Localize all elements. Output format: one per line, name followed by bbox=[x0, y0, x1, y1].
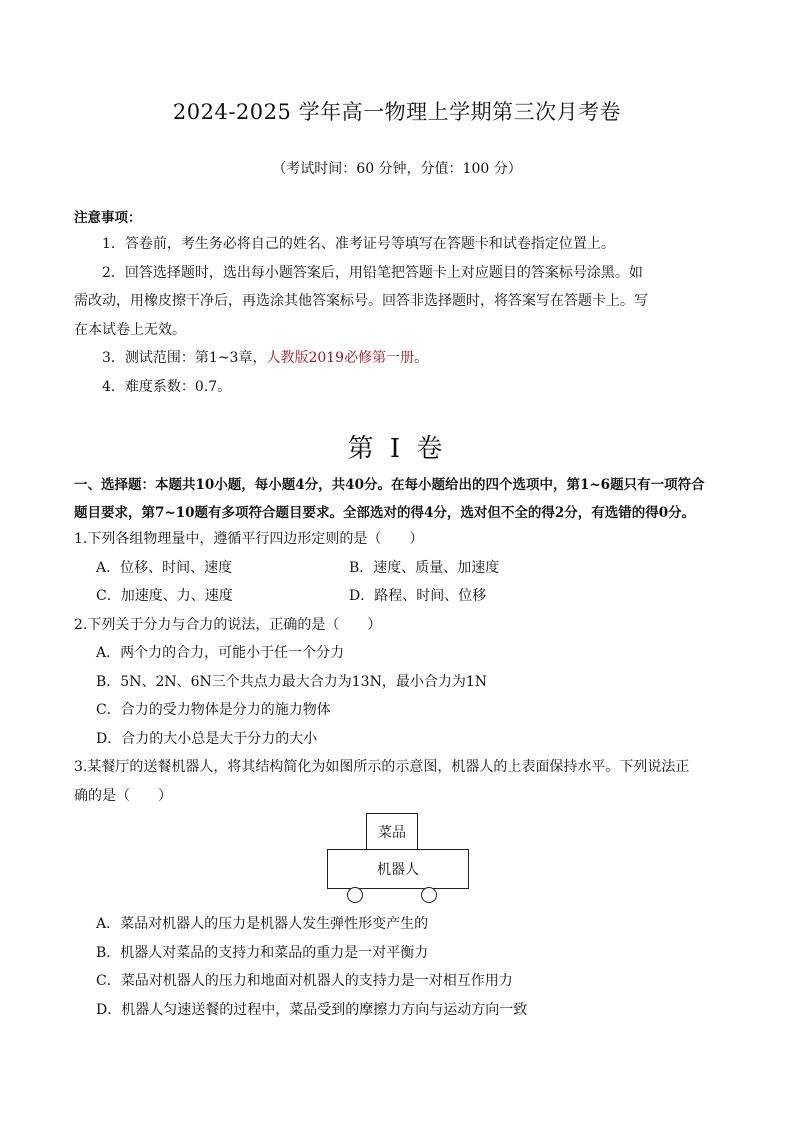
question-1-option-c: C．加速度、力、速度 bbox=[96, 588, 233, 604]
exam-title: 2024-2025 学年高一物理上学期第三次月考卷 bbox=[172, 100, 622, 124]
dish-box bbox=[366, 813, 418, 851]
dish-label: 菜品 bbox=[378, 825, 406, 841]
robot-left-wheel bbox=[347, 887, 363, 903]
note-item-4: 4．难度系数：0.7。 bbox=[102, 379, 232, 395]
note-item-2-line-3: 在本试卷上无效。 bbox=[74, 322, 186, 338]
robot-label: 机器人 bbox=[377, 862, 419, 878]
section-instructions-line-1: 一、选择题：本题共10小题，每小题4分，共40分。在每小题给出的四个选项中，第1~6题只有一项符合 bbox=[74, 477, 705, 493]
note-item-3 bbox=[102, 347, 428, 367]
question-3-option-c: C．菜品对机器人的压力和地面对机器人的支持力是一对相互作用力 bbox=[96, 973, 513, 989]
robot-body bbox=[327, 849, 469, 889]
section-instructions-line-2: 题目要求，第7~10题有多项符合题目要求。全部选对的得4分，选对但不全的得2分，有选错的得0分。 bbox=[74, 505, 696, 521]
note-item-2-line-1: 2．回答选择题时，选出每小题答案后，用铅笔把答题卡上对应题目的答案标号涂黑。如 bbox=[102, 265, 643, 281]
question-2-stem: 2.下列关于分力与合力的说法，正确的是（ ） bbox=[74, 617, 382, 633]
question-3-stem-line-1: 3.某餐厅的送餐机器人，将其结构简化为如图所示的示意图，机器人的上表面保持水平。下列说法正 bbox=[74, 759, 690, 775]
note-item-2-line-2: 需改动，用橡皮擦干净后，再选涂其他答案标号。回答非选择题时，将答案写在答题卡上。写 bbox=[74, 293, 648, 309]
volume-title: 第 I 卷 bbox=[347, 434, 447, 464]
note-item-3-suffix: 。 bbox=[414, 350, 429, 366]
question-1-stem: 1.下列各组物理量中，遵循平行四边形定则的是（ ） bbox=[74, 531, 424, 547]
note-item-3-textbook: 人教版2019必修第一册 bbox=[266, 350, 415, 366]
question-1-option-b: B．速度、质量、加速度 bbox=[349, 560, 500, 576]
question-2-option-d: D．合力的大小总是大于分力的大小 bbox=[96, 731, 318, 747]
question-1-option-d: D．路程、时间、位移 bbox=[349, 588, 487, 604]
question-1-option-a: A．位移、时间、速度 bbox=[96, 560, 233, 576]
robot-right-wheel bbox=[421, 887, 437, 903]
question-3-option-b: B．机器人对菜品的支持力和菜品的重力是一对平衡力 bbox=[96, 945, 429, 961]
question-2-option-b: B．5N、2N、6N三个共点力最大合力为13N，最小合力为1N bbox=[96, 674, 487, 690]
question-2-option-a: A．两个力的合力，可能小于任一个分力 bbox=[96, 645, 345, 661]
exam-subtitle: （考试时间：60 分钟，分值：100 分） bbox=[272, 161, 522, 177]
note-item-3-prefix: 3．测试范围：第1~3章， bbox=[102, 350, 267, 366]
note-item-1: 1．答卷前，考生务必将自己的姓名、准考证号等填写在答题卡和试卷指定位置上。 bbox=[102, 236, 615, 252]
question-3-option-d: D．机器人匀速送餐的过程中，菜品受到的摩擦力方向与运动方向一致 bbox=[96, 1002, 528, 1018]
question-3-stem-line-2: 确的是（ ） bbox=[74, 788, 172, 804]
notes-heading: 注意事项： bbox=[74, 210, 142, 226]
question-2-option-c: C．合力的受力物体是分力的施力物体 bbox=[96, 702, 331, 718]
question-3-option-a: A．菜品对机器人的压力是机器人发生弹性形变产生的 bbox=[96, 916, 429, 932]
